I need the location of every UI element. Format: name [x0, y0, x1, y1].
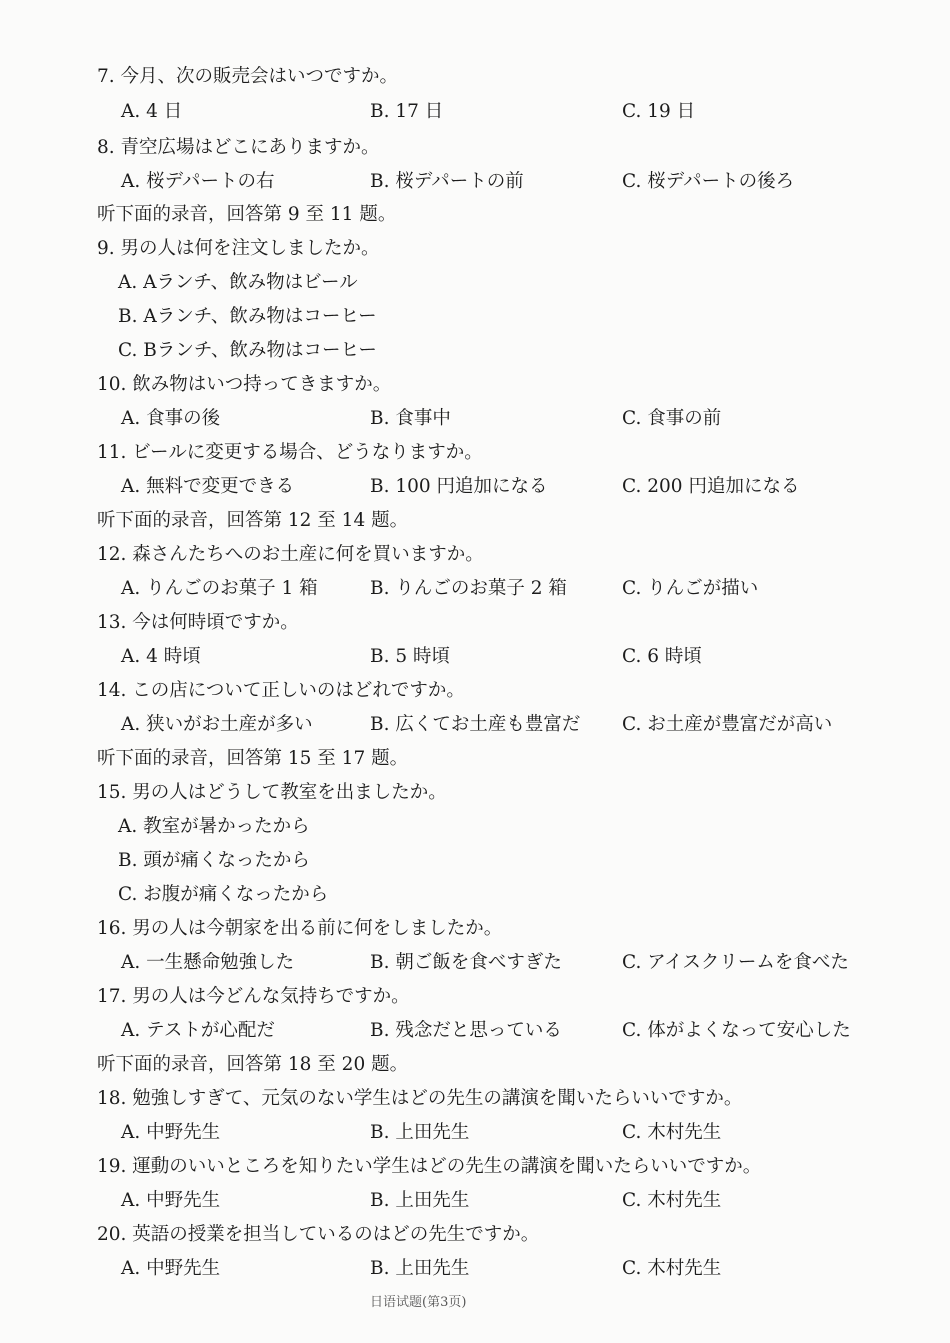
question-row: [0, 982, 950, 1012]
section-text: 听下面的录音，回答第 18 至 20 题。: [97, 1054, 409, 1075]
question-text: 13. 今は何時頃ですか。: [97, 612, 299, 633]
question-row: [0, 540, 950, 570]
answer-option: B. 広くてお土産も豊富だ: [370, 714, 581, 735]
option-row: [0, 302, 950, 332]
question-row: [0, 438, 950, 468]
section-instruction: [0, 1050, 950, 1080]
question-row: [0, 62, 950, 92]
option-row: [0, 880, 950, 910]
answer-option: C. 木村先生: [622, 1258, 722, 1279]
section-text: 听下面的录音，回答第 15 至 17 题。: [97, 748, 409, 769]
answer-option: C. 19 日: [622, 101, 696, 122]
question-row: [0, 778, 950, 808]
question-text: 11. ビールに変更する場合、どうなりますか。: [97, 442, 483, 463]
option-row: [0, 1016, 950, 1046]
answer-option: B. 5 時頃: [370, 646, 451, 667]
question-text: 17. 男の人は今どんな気持ちですか。: [97, 986, 410, 1007]
answer-option: A. 4 時頃: [121, 646, 201, 667]
answer-option: B. 食事中: [370, 408, 451, 429]
option-row: [0, 1118, 950, 1148]
answer-option: A. りんごのお菓子 1 箱: [121, 578, 318, 599]
question-text: 9. 男の人は何を注文しましたか。: [97, 238, 380, 259]
question-text: 10. 飲み物はいつ持ってきますか。: [97, 374, 392, 395]
answer-option: B. りんごのお菓子 2 箱: [370, 578, 567, 599]
answer-option: C. 200 円追加になる: [622, 476, 800, 497]
answer-option: A. テストが心配だ: [121, 1020, 275, 1041]
question-text: 19. 運動のいいところを知りたい学生はどの先生の講演を聞いたらいいですか。: [97, 1156, 762, 1177]
answer-option: A. 中野先生: [121, 1122, 221, 1143]
question-row: [0, 1084, 950, 1114]
question-row: [0, 676, 950, 706]
answer-option: C. 桜デパートの後ろ: [622, 171, 795, 192]
answer-option: B. 上田先生: [370, 1122, 470, 1143]
answer-option: B. 17 日: [370, 101, 444, 122]
answer-option: A. 中野先生: [121, 1258, 221, 1279]
answer-option: A. 食事の後: [121, 408, 221, 429]
answer-option: A. 4 日: [121, 101, 183, 122]
answer-option: A. 教室が暑かったから: [118, 816, 310, 837]
answer-option: B. 桜デパートの前: [370, 171, 524, 192]
section-instruction: [0, 506, 950, 536]
question-text: 7. 今月、次の販売会はいつですか。: [97, 66, 399, 87]
answer-option: B. 上田先生: [370, 1258, 470, 1279]
question-text: 15. 男の人はどうして教室を出ましたか。: [97, 782, 447, 803]
option-row: [0, 642, 950, 672]
page-footer: 日语试题(第3页): [370, 1295, 467, 1310]
question-row: [0, 914, 950, 944]
section-instruction: [0, 744, 950, 774]
question-row: [0, 370, 950, 400]
answer-option: A. 一生懸命勉強した: [121, 952, 295, 973]
question-row: [0, 234, 950, 264]
question-row: [0, 608, 950, 638]
option-row: [0, 1186, 950, 1216]
option-row: [0, 710, 950, 740]
question-text: 12. 森さんたちへのお土産に何を買いますか。: [97, 544, 484, 565]
question-text: 18. 勉強しすぎて、元気のない学生はどの先生の講演を聞いたらいいですか。: [97, 1088, 743, 1109]
question-row: [0, 1220, 950, 1250]
answer-option: C. アイスクリームを食べた: [622, 952, 849, 973]
answer-option: C. Bランチ、飲み物はコーヒー: [118, 340, 377, 361]
answer-option: C. 木村先生: [622, 1122, 722, 1143]
question-row: [0, 1152, 950, 1182]
answer-option: A. Aランチ、飲み物はビール: [118, 272, 358, 293]
answer-option: A. 無料で変更できる: [121, 476, 295, 497]
answer-option: B. Aランチ、飲み物はコーヒー: [118, 306, 377, 327]
option-row: [0, 336, 950, 366]
option-row: [0, 268, 950, 298]
answer-option: B. 100 円追加になる: [370, 476, 548, 497]
answer-option: B. 朝ご飯を食べすぎた: [370, 952, 562, 973]
answer-option: B. 頭が痛くなったから: [118, 850, 310, 871]
option-row: [0, 97, 950, 127]
option-row: [0, 472, 950, 502]
question-text: 14. この店について正しいのはどれですか。: [97, 680, 465, 701]
answer-option: C. りんごが描い: [622, 578, 759, 599]
option-row: [0, 812, 950, 842]
answer-option: C. お腹が痛くなったから: [118, 884, 329, 905]
answer-option: A. 桜デパートの右: [121, 171, 275, 192]
option-row: [0, 1254, 950, 1284]
answer-option: C. お土産が豊富だが高い: [622, 714, 833, 735]
option-row: [0, 404, 950, 434]
answer-option: A. 中野先生: [121, 1190, 221, 1211]
section-text: 听下面的录音，回答第 12 至 14 题。: [97, 510, 409, 531]
option-row: [0, 948, 950, 978]
answer-option: C. 6 時頃: [622, 646, 702, 667]
section-instruction: [0, 200, 950, 230]
answer-option: C. 木村先生: [622, 1190, 722, 1211]
question-text: 8. 青空広場はどこにありますか。: [97, 137, 380, 158]
question-text: 20. 英語の授業を担当しているのはどの先生ですか。: [97, 1224, 540, 1245]
question-text: 16. 男の人は今朝家を出る前に何をしましたか。: [97, 918, 503, 939]
answer-option: A. 狭いがお土産が多い: [121, 714, 313, 735]
question-row: [0, 133, 950, 163]
answer-option: B. 上田先生: [370, 1190, 470, 1211]
option-row: [0, 167, 950, 197]
answer-option: C. 体がよくなって安心した: [622, 1020, 851, 1041]
option-row: [0, 846, 950, 876]
section-text: 听下面的录音，回答第 9 至 11 题。: [97, 204, 397, 225]
answer-option: C. 食事の前: [622, 408, 722, 429]
option-row: [0, 574, 950, 604]
answer-option: B. 残念だと思っている: [370, 1020, 562, 1041]
